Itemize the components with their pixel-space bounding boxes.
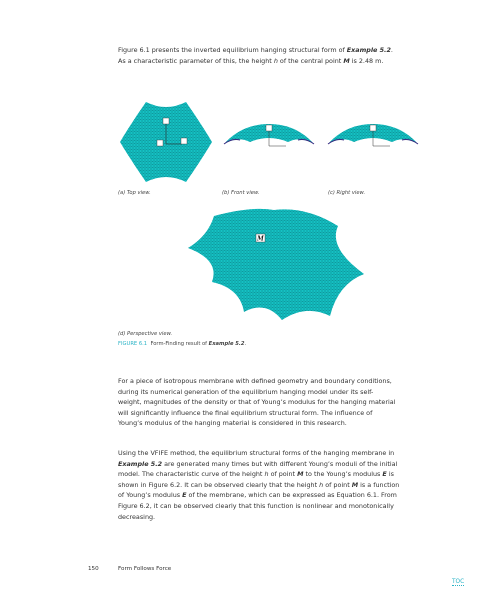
intro-paragraph [118,45,393,66]
front-view-figure [222,116,316,160]
running-footer-title: Form Follows Force [118,566,172,572]
toc-link[interactable]: TOC [452,579,465,585]
figure-number: FIGURE 6.1 [118,341,148,347]
intro-line-2: As a characteristic parameter of this, the height h of the central point M is 2.48 m. [118,56,384,65]
body-paragraph-1: For a piece of isotropous membrane with defined geometry and boundary conditions, during its numerical generation of the equilibrium hanging model under its self- weight, magnitudes of the density or that of Young’s modulus for the hanging material will significantly influence the final equilibrium structural form. The influence of Young’s modulus of the hanging material is considered in this research. [118,377,396,428]
label-right-view: (c) Right view. [328,190,366,196]
page-number: 150 [88,566,99,572]
perspective-view-figure [178,204,368,328]
point-m-label: M [257,235,264,243]
label-front-view: (b) Front view. [222,190,260,196]
body-paragraph-2: Using the VFIFE method, the equilibrium structural forms of the hanging membrane in Example 5.2 are generated many times but with different Young’s moduli of the initial model. The characteristic curve of the height h of point M to the Young’s modulus E is shown in Figure 6.2. It can be observed clearly that the height h of point M is a function of Young’s modulus E of the membrane, which can be expressed as Equation 6.1. From Figure 6.2, it can be observed clearly that this function is nonlinear and monotonically decreasing. [118,449,400,521]
top-view-figure [118,100,214,184]
figure-caption: FIGURE 6.1 Form-Finding result of Example 5.2. [118,341,247,347]
label-perspective-view: (d) Perspective view. [118,331,173,337]
intro-line-1: Figure 6.1 presents the inverted equilibrium hanging structural form of Example 5.2. [118,46,393,54]
right-view-figure [326,116,420,160]
label-top-view: (a) Top view. [118,190,151,196]
